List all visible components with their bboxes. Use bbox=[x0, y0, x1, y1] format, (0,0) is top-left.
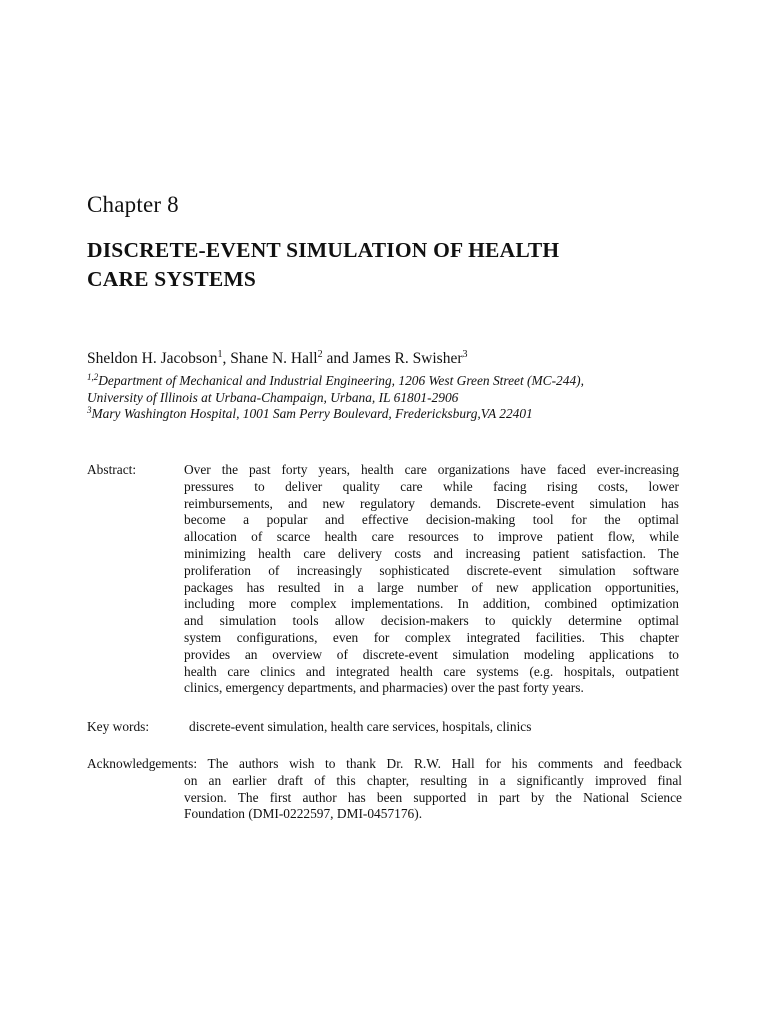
affiliation-marker: 1,2 bbox=[87, 372, 99, 382]
acknowledgements-line: The authors wish to thank Dr. R.W. Hall for his comments and feedback bbox=[207, 756, 683, 771]
affiliation-line: $^{1,2}$Department of Mechanical and Industrial Engineering, 1206 West Green Street (MC-244), bbox=[87, 372, 584, 388]
abstract-line: proliferation of increasingly sophisticated discrete-event simulation software bbox=[184, 562, 679, 578]
abstract-line: minimizing health care delivery costs and increasing patient satisfaction. The bbox=[184, 545, 679, 561]
acknowledgements-line: version. The first author has been supported in part by the National Science bbox=[184, 789, 682, 805]
abstract-line: allocation of scarce health care resources to improve patient flow, while bbox=[184, 529, 679, 545]
keywords-text: discrete-event simulation, health care services, hospitals, clinics bbox=[189, 719, 532, 734]
title-line: CARE SYSTEMS bbox=[87, 267, 257, 291]
abstract-line: reimbursements, and new regulatory demands. Discrete-event simulation has bbox=[184, 495, 679, 511]
author-separator: , Shane N. Hall bbox=[222, 350, 318, 367]
affiliation-marker: 1 bbox=[217, 349, 223, 360]
abstract-line: clinics, emergency departments, and pharmacies) over the past forty years. bbox=[184, 680, 584, 696]
acknowledgements-line: on an earlier draft of this chapter, resulting in a significantly improved final bbox=[184, 772, 682, 788]
abstract-line: become a popular and effective decision-making tool for the optimal bbox=[184, 512, 679, 528]
title-line: DISCRETE-EVENT SIMULATION OF HEALTH bbox=[87, 238, 560, 262]
chapter-heading: Chapter 8 bbox=[87, 192, 179, 217]
author-separator: and James R. Swisher bbox=[322, 350, 463, 367]
abstract-line: pressures to deliver quality care while facing rising costs, lower bbox=[184, 478, 679, 494]
author-list bbox=[87, 350, 468, 368]
affiliation-marker: 2 bbox=[317, 349, 323, 360]
abstract-line: including more complex implementations. In addition, combined optimization bbox=[184, 596, 679, 612]
acknowledgements-line: Foundation (DMI-0222597, DMI-0457176). bbox=[184, 806, 423, 822]
abstract-text bbox=[184, 462, 679, 697]
abstract-line: packages has resulted in a large number of new application opportunities, bbox=[184, 579, 679, 595]
author-name: Sheldon H. Jacobson bbox=[87, 350, 218, 367]
abstract-line: system configurations, even for complex integrated facilities. This chapter bbox=[184, 629, 679, 645]
abstract-line: health care clinics and integrated health care systems (e.g. hospitals, outpatient bbox=[184, 663, 679, 679]
affiliation-line: $^3$Mary Washington Hospital, 1001 Sam Perry Boulevard, Fredericksburg,VA 22401 bbox=[87, 405, 533, 421]
affiliation-line: University of Illinois at Urbana-Champaign, Urbana, IL 61801-2906 bbox=[87, 389, 459, 405]
abstract-line: and simulation tools allow decision-makers to quickly determine optimal bbox=[184, 613, 679, 629]
abstract-line: provides an overview of discrete-event simulation modeling applications to bbox=[184, 646, 679, 662]
keywords-label: Key words: bbox=[87, 719, 150, 734]
acknowledgements bbox=[87, 756, 682, 823]
acknowledgements-first-line bbox=[87, 756, 682, 773]
affiliation-marker: 3 bbox=[462, 349, 468, 360]
affiliation-marker: 3 bbox=[87, 405, 92, 415]
affiliations bbox=[87, 373, 584, 423]
acknowledgements-label: Acknowledgements: bbox=[87, 756, 198, 771]
abstract-line: Over the past forty years, health care organizations have faced ever-increasing bbox=[184, 462, 679, 477]
abstract-label: Abstract: bbox=[87, 462, 137, 477]
chapter-title bbox=[87, 236, 707, 294]
